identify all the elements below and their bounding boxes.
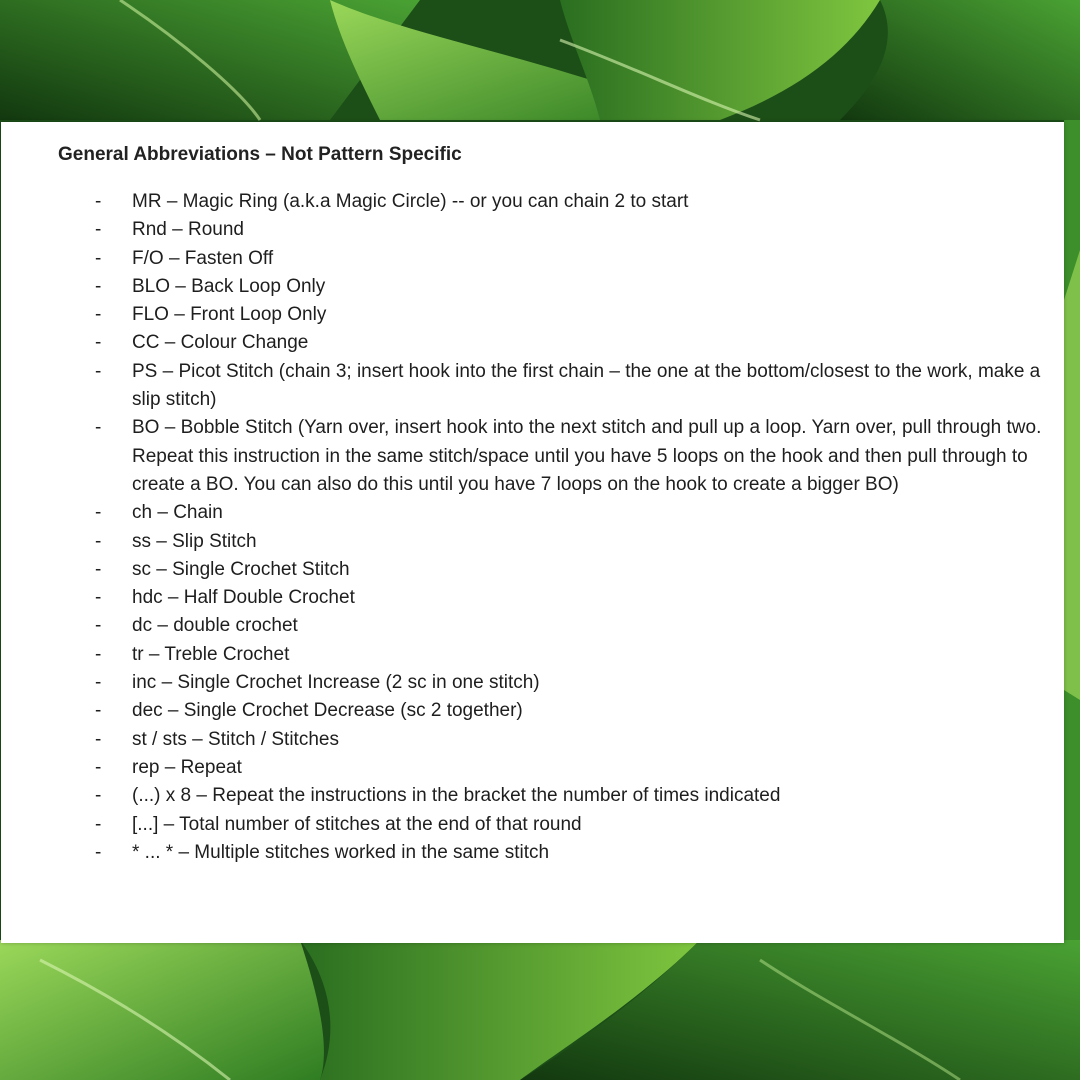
list-bullet-dash: - (95, 247, 102, 269)
list-item (1, 499, 1064, 527)
list-item (1, 811, 1064, 839)
list-item (1, 782, 1064, 810)
list-item (1, 216, 1064, 244)
list-item-text: ss – Slip Stitch (132, 530, 257, 552)
list-bullet-dash: - (95, 332, 102, 354)
list-item-text: ch – Chain (132, 502, 223, 524)
abbreviations-document (1, 122, 1064, 943)
list-bullet-dash: - (95, 219, 102, 241)
list-item (1, 641, 1064, 669)
list-item-text: [...] – Total number of stitches at the end of that round (132, 813, 582, 835)
list-bullet-dash: - (95, 700, 102, 722)
list-bullet-dash: - (95, 530, 102, 552)
list-item-text: dc – double crochet (132, 615, 298, 637)
list-bullet-dash: - (95, 728, 102, 750)
list-bullet-dash: - (95, 841, 102, 863)
list-bullet-dash: - (95, 785, 102, 807)
list-item-text: Rnd – Round (132, 219, 244, 241)
list-item-text: rep – Repeat (132, 756, 242, 778)
list-item-text: st / sts – Stitch / Stitches (132, 728, 339, 750)
list-item (1, 697, 1064, 725)
list-bullet-dash: - (95, 672, 102, 694)
list-item-text: PS – Picot Stitch (chain 3; insert hook into the first chain – the one at the bottom/closest to the work, make a slip stitch) (132, 360, 1041, 411)
list-bullet-dash: - (95, 502, 102, 524)
list-bullet-dash: - (95, 275, 102, 297)
abbreviations-list (1, 188, 1064, 867)
list-item-text: (...) x 8 – Repeat the instructions in the bracket the number of times indicated (132, 785, 781, 807)
document-title: General Abbreviations – Not Pattern Specific (58, 144, 462, 165)
list-item (1, 669, 1064, 697)
list-item (1, 301, 1064, 329)
list-item-text: F/O – Fasten Off (132, 247, 274, 269)
list-item-text: tr – Treble Crochet (132, 643, 290, 665)
list-bullet-dash: - (95, 813, 102, 835)
list-item (1, 839, 1064, 867)
list-item (1, 584, 1064, 612)
list-item (1, 754, 1064, 782)
list-item-text: MR – Magic Ring (a.k.a Magic Circle) -- or you can chain 2 to start (132, 191, 689, 212)
list-item (1, 358, 1064, 415)
list-item-text: sc – Single Crochet Stitch (132, 558, 350, 580)
list-item (1, 528, 1064, 556)
list-item-text: * ... * – Multiple stitches worked in the same stitch (132, 841, 550, 863)
list-item-text: dec – Single Crochet Decrease (sc 2 together) (132, 700, 523, 722)
list-item-text: inc – Single Crochet Increase (2 sc in one stitch) (132, 672, 540, 694)
list-bullet-dash: - (95, 615, 102, 637)
list-bullet-dash: - (95, 756, 102, 778)
list-bullet-dash: - (95, 587, 102, 609)
list-item (1, 726, 1064, 754)
list-item-text: FLO – Front Loop Only (132, 304, 327, 326)
list-item (1, 188, 1064, 216)
list-bullet-dash: - (95, 191, 102, 212)
list-item-text: CC – Colour Change (132, 332, 309, 354)
list-item (1, 273, 1064, 301)
list-bullet-dash: - (95, 643, 102, 665)
list-bullet-dash: - (95, 304, 102, 326)
list-item (1, 414, 1064, 499)
list-item-text: BLO – Back Loop Only (132, 275, 326, 297)
list-item (1, 245, 1064, 273)
list-item (1, 556, 1064, 584)
list-item (1, 329, 1064, 357)
list-bullet-dash: - (95, 360, 102, 382)
list-item (1, 612, 1064, 640)
list-bullet-dash: - (95, 558, 102, 580)
list-item-text: BO – Bobble Stitch (Yarn over, insert hook into the next stitch and pull up a loop. Yarn over, pull through two. Repeat this instruction in the same stitch/space until you have 5 loops on the hook and then pull through to create a BO. You can also do this until you have 7 loops on the hook to create a bigger BO) (132, 417, 1042, 495)
list-bullet-dash: - (95, 417, 102, 439)
list-item-text: hdc – Half Double Crochet (132, 587, 355, 609)
